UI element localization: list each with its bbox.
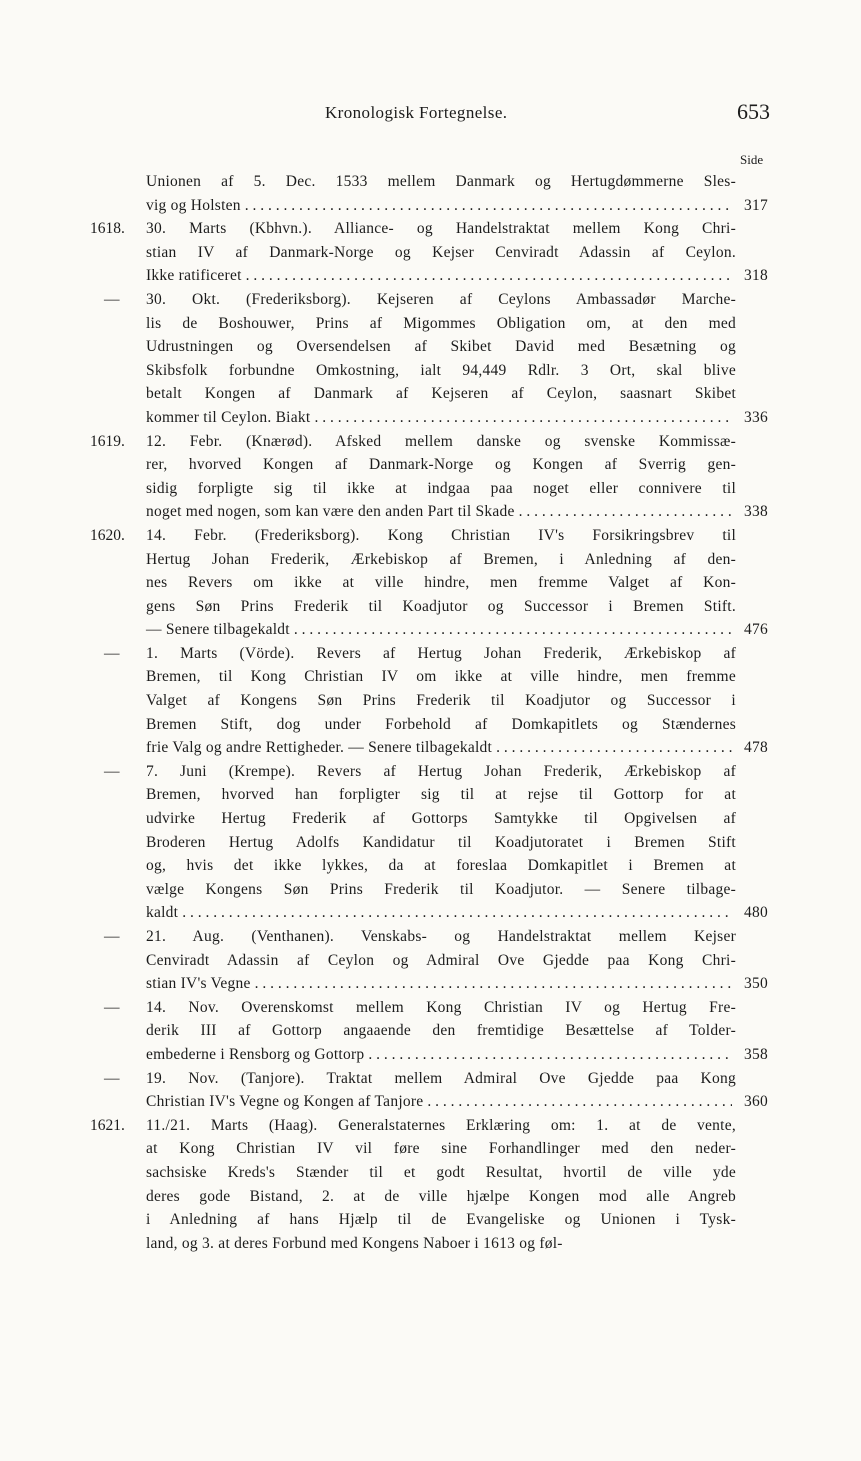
page-number: 653 [737,99,770,124]
entry-line: Udrustningen og Oversendelsen af Skibet David med Besætning og [146,338,736,356]
entry-line: 21. Aug. (Venthanen). Venskabs- og Handelstraktat mellem Kejser [146,928,736,945]
entry-last-line [146,194,768,218]
entry-text [146,925,768,996]
entry-ditto-dash: — [104,998,120,1016]
dot-leader [255,972,732,996]
entry-year: 1621. [90,1116,125,1134]
entry-line: Bremen Stift, dog under Forbehold af Domkapitlets og Stændernes [146,715,736,733]
entry-line: Unionen af 5. Dec. 1533 mellem Danmark og Hertugdømmerne Sles- [146,173,736,190]
entry-line: Cenviradt Adassin af Ceylon og Admiral Ove Gjedde paa Kong Chri- [146,951,736,969]
entry-last-line [146,406,768,430]
page-reference: 350 [744,975,768,993]
page-reference: 480 [744,904,768,922]
page-reference: 336 [744,408,768,426]
list-item [0,170,861,217]
entry-line: gens Søn Prins Frederik til Koadjutor og Successor i Bremen Stift. [146,597,736,615]
entry-last-line [146,618,768,642]
list-item [0,1114,861,1256]
entry-ditto-dash: — [104,762,120,780]
dot-leader [496,736,732,760]
entry-line: land, og 3. at deres Forbund med Kongens Naboer i 1613 og føl- [146,1234,563,1252]
entry-line: stian IV's Vegne [146,975,251,993]
dot-leader [314,406,732,430]
entry-last-line [146,264,768,288]
entry-line: udvirke Hertug Frederik af Gottorps Samtykke til Opgivelsen af [146,810,736,828]
entry-line: 11./21. Marts (Haag). Generalstaternes Erklæring om: 1. at de vente, [146,1116,736,1134]
entry-last-line [146,1090,768,1114]
page-reference: 338 [744,503,768,521]
list-item [0,430,861,524]
page-reference: 360 [744,1093,768,1111]
entry-line: 30. Okt. (Frederiksborg). Kejseren af Ceylons Ambassadør Marche- [146,290,736,308]
entry-line: kaldt [146,904,179,922]
entry-text [146,996,768,1067]
entry-text [146,524,768,642]
dot-leader [427,1090,732,1114]
page-title: Kronologisk Fortegnelse. [325,103,508,122]
entry-line: derik III af Gottorp angaaende den fremtidige Besættelse af Tolder- [146,1022,736,1040]
entry-year: 1618. [90,220,125,238]
entry-line: noget med nogen, som kan være den anden Part til Skade [146,503,515,521]
page-reference: 476 [744,621,768,639]
entry-line: 1. Marts (Vörde). Revers af Hertug Johan Frederik, Ærkebiskop af [146,644,736,662]
entry-line: embederne i Rensborg og Gottorp [146,1045,365,1063]
entry-text [146,760,768,925]
entry-list [0,170,861,1255]
entry-line: betalt Kongen af Danmark af Kejseren af Ceylon, saasnart Skibet [146,385,736,403]
entry-ditto-dash: — [104,644,120,662]
page-reference: 478 [744,739,768,757]
entry-ditto-dash: — [104,928,120,945]
entry-text [146,1114,736,1256]
list-item [0,760,861,925]
dot-leader [182,901,732,925]
entry-line: 14. Nov. Overenskomst mellem Kong Christian IV og Hertug Fre- [146,998,736,1016]
entry-ditto-dash: — [104,1069,120,1087]
entry-text [146,642,768,760]
entry-year: 1619. [90,432,125,450]
entry-last-line [146,736,768,760]
entry-line: at Kong Christian IV vil føre sine Forhandlinger med den neder- [146,1140,736,1158]
entry-line: Skibsfolk forbundne Omkostning, ialt 94,449 Rdlr. 3 Ort, skal blive [146,361,736,379]
list-item [0,217,861,288]
entry-last-line [146,500,768,524]
entry-line: nes Revers om ikke at ville hindre, men fremme Valget af Kon- [146,574,736,592]
entry-line: — Senere tilbagekaldt [146,621,290,639]
entry-text [146,430,768,524]
entry-line: 12. Febr. (Knærød). Afsked mellem danske og svenske Kommissæ- [146,432,736,450]
entry-line: Bremen, hvorved han forpligter sig til at rejse til Gottorp for at [146,786,736,804]
entry-line: stian IV af Danmark-Norge og Kejser Cenviradt Adassin af Ceylon. [146,243,736,261]
entry-line: kommer til Ceylon. Biakt [146,408,311,426]
entry-text [146,217,768,288]
entry-year: 1620. [90,526,125,544]
entry-line: 14. Febr. (Frederiksborg). Kong Christian IV's Forsikringsbrev til [146,526,736,544]
running-header [0,99,861,129]
entry-line: deres gode Bistand, 2. at de ville hjælpe Kongen mod alle Angreb [146,1187,736,1205]
entry-last-line [146,1043,768,1067]
entry-line: Bremen, til Kong Christian IV om ikke at ville hindre, men fremme [146,668,736,686]
entry-line: 19. Nov. (Tanjore). Traktat mellem Admiral Ove Gjedde paa Kong [146,1069,736,1087]
dot-leader [245,194,732,218]
entry-last-line [146,972,768,996]
entry-line: rer, hvorved Kongen af Danmark-Norge og Kongen af Sverrig gen- [146,456,736,474]
entry-line: vig og Holsten [146,196,241,214]
entry-ditto-dash: — [104,290,120,308]
entry-line: lis de Boshouwer, Prins af Migommes Obligation om, at den med [146,314,736,332]
entry-line: og, hvis det ikke lykkes, da at foreslaa Domkapitlet i Bremen at [146,857,736,875]
entry-last-line [146,901,768,925]
dot-leader [368,1043,732,1067]
list-item [0,524,861,642]
entry-text [146,170,768,217]
entry-line: i Anledning af hans Hjælp til de Evangeliske og Unionen i Tysk- [146,1211,736,1229]
entry-line: Ikke ratificeret [146,267,242,285]
page-reference: 358 [744,1045,768,1063]
dot-leader [519,500,732,524]
entry-line: frie Valg og andre Rettigheder. — Senere tilbagekaldt [146,739,493,757]
entry-line: Broderen Hertug Adolfs Kandidatur til Koadjutoratet i Bremen Stift [146,833,736,851]
list-item [0,925,861,996]
dot-leader [246,264,732,288]
entry-line: sidig forpligte sig til ikke at indgaa paa noget eller connivere til [146,479,736,497]
list-item [0,642,861,760]
page-reference: 318 [744,267,768,285]
entry-line: vælge Kongens Søn Prins Frederik til Koadjutor. — Senere tilbage- [146,880,736,898]
entry-line: Christian IV's Vegne og Kongen af Tanjore [146,1093,424,1111]
entry-text [146,1067,768,1114]
list-item [0,996,861,1067]
page-reference: 317 [744,196,768,214]
dot-leader [294,618,732,642]
entry-line: Hertug Johan Frederik, Ærkebiskop af Bremen, i Anledning af den- [146,550,736,568]
entry-line: sachsiske Kreds's Stænder til et godt Resultat, hvortil de ville yde [146,1163,736,1181]
entry-text [146,288,768,430]
list-item [0,288,861,430]
list-item [0,1067,861,1114]
entry-line: 7. Juni (Krempe). Revers af Hertug Johan Frederik, Ærkebiskop af [146,762,736,780]
side-column-label: Side [740,152,764,167]
entry-line: Valget af Kongens Søn Prins Frederik til Koadjutor og Successor i [146,692,736,710]
entry-line: 30. Marts (Kbhvn.). Alliance- og Handelstraktat mellem Kong Chri- [146,220,736,238]
